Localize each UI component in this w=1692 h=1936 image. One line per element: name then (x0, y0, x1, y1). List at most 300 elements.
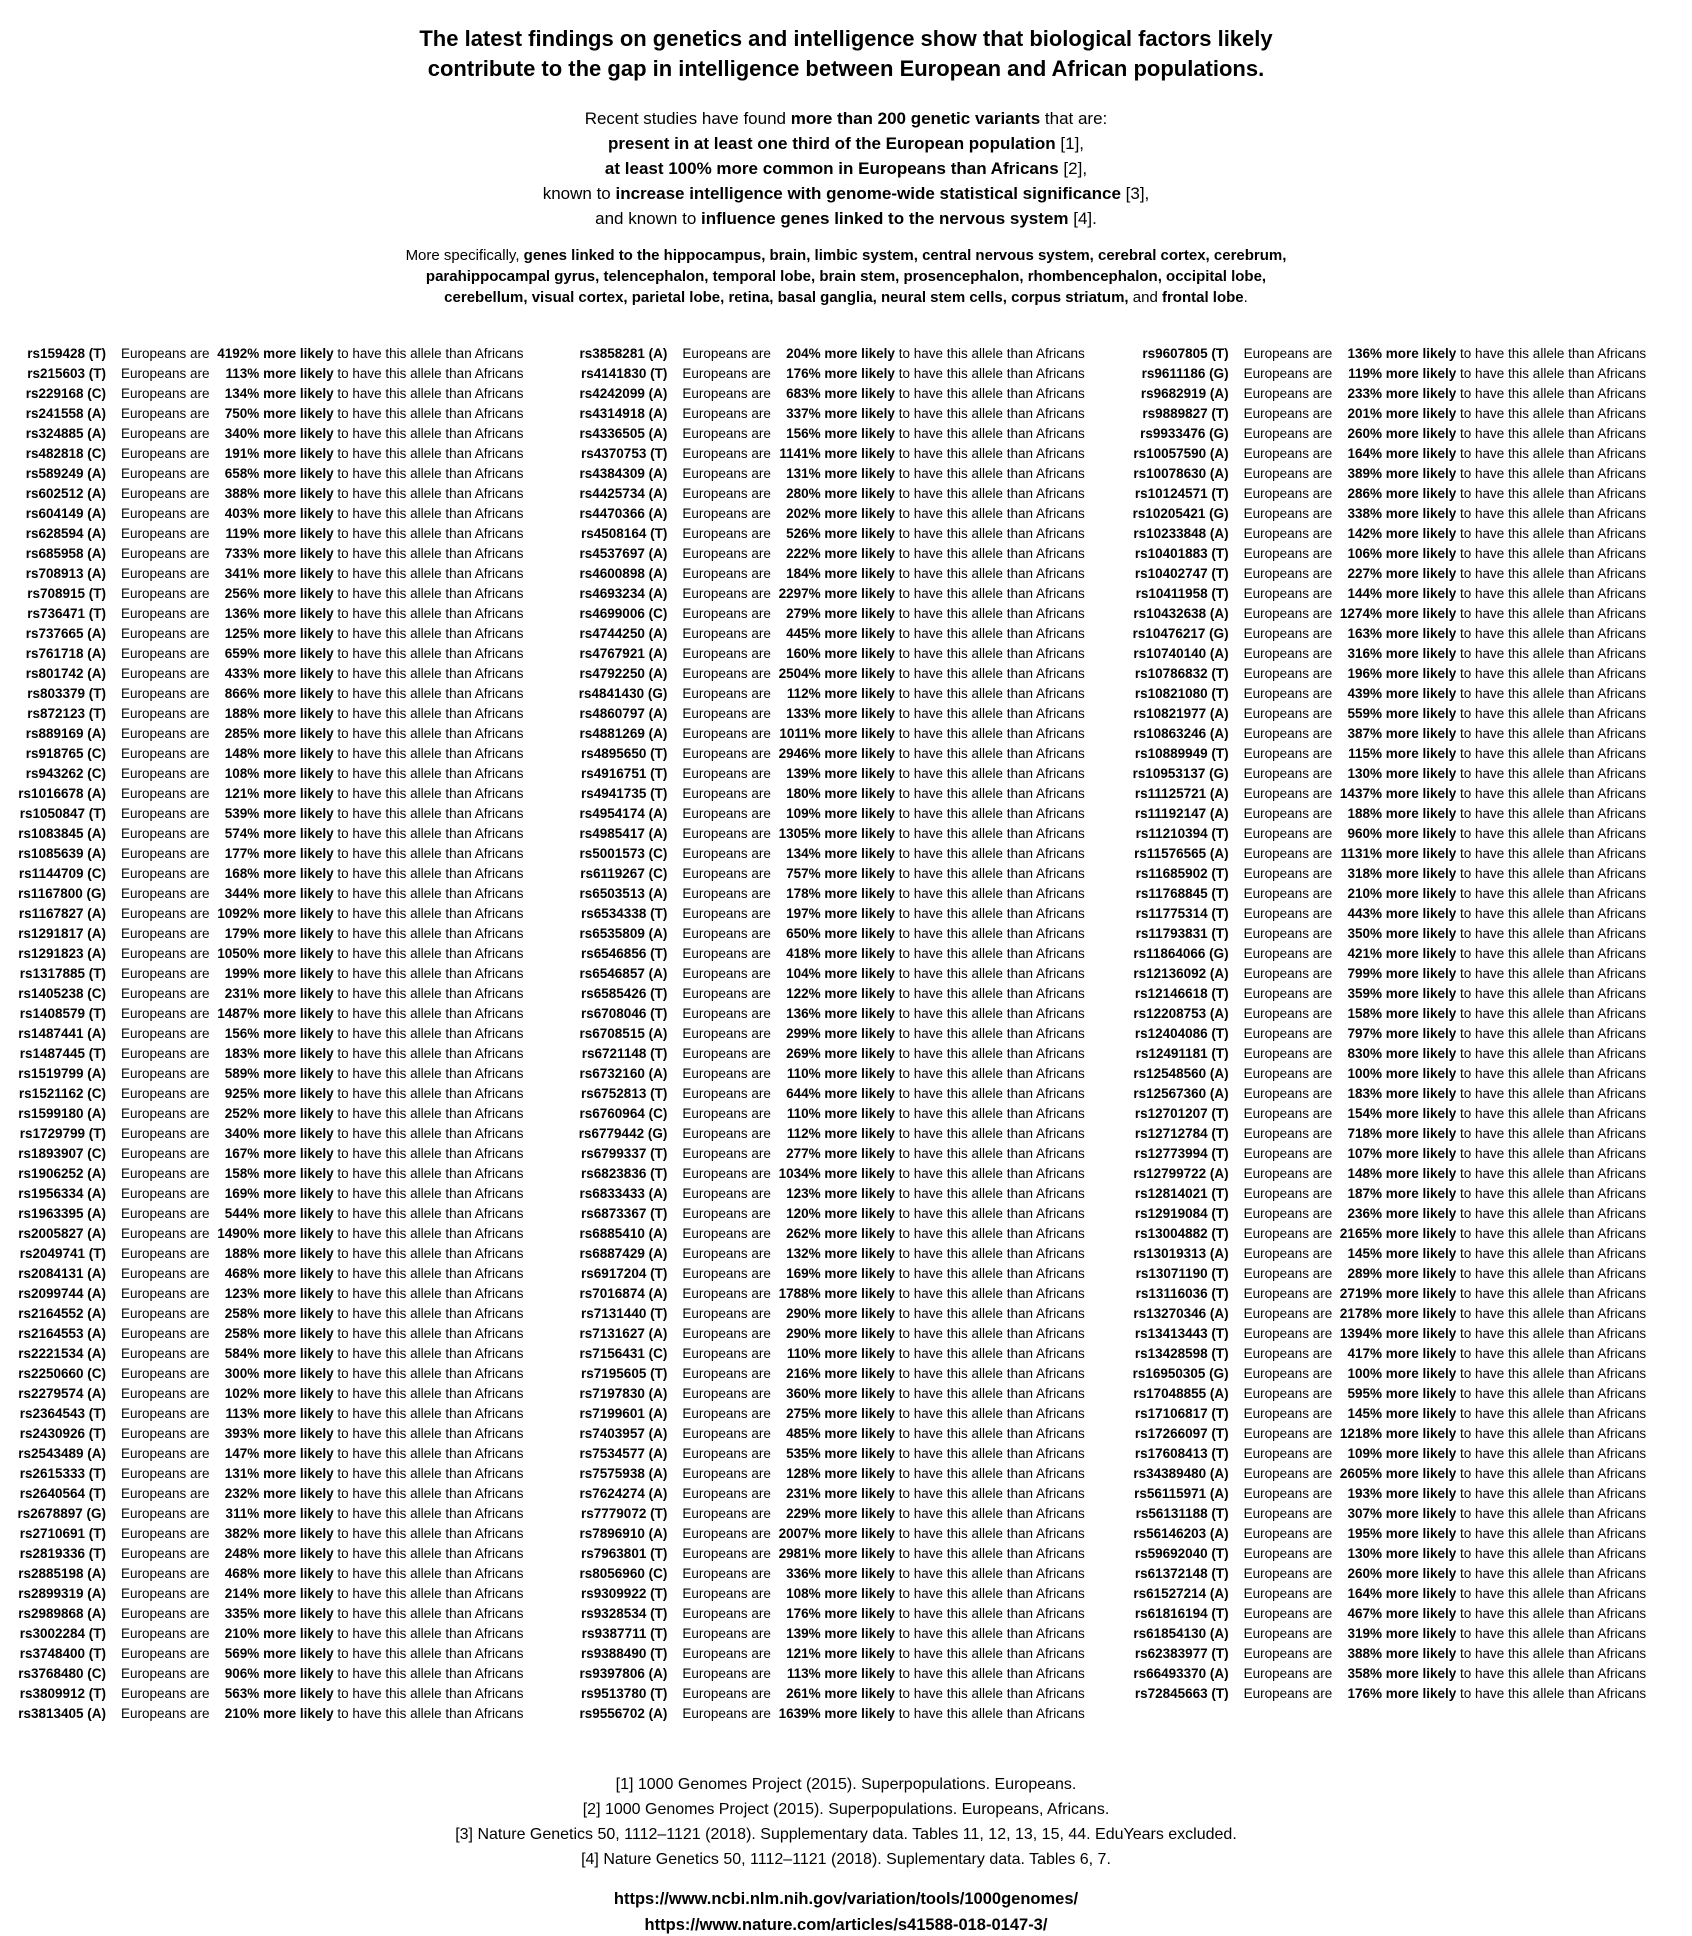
variant-row (565, 1544, 1126, 1564)
variant-percentage: 584% (224, 1346, 260, 1361)
variant-percentage: 2981% (778, 1546, 821, 1561)
variant-row (565, 1204, 1126, 1224)
variant-percentage: 388% (224, 486, 260, 501)
variant-statement: Europeans are 2981% more likely to have this allele than Africans (682, 1544, 1084, 1564)
variant-row (1127, 1504, 1688, 1524)
more-likely-label: more likely (259, 1166, 334, 1181)
variant-id: rs4954174 (A) (579, 806, 668, 821)
variant-row (565, 424, 1126, 444)
more-likely-label: more likely (259, 746, 334, 761)
more-likely-label: more likely (259, 1266, 334, 1281)
more-likely-label: more likely (259, 346, 334, 361)
more-likely-label: more likely (820, 726, 895, 741)
variant-percentage: 136% (786, 1006, 821, 1021)
variant-id: rs4508164 (T) (581, 526, 668, 541)
variant-statement: Europeans are 112% more likely to have this allele than Africans (682, 684, 1084, 704)
variant-statement: Europeans are 113% more likely to have this allele than Africans (121, 364, 523, 384)
variant-row (565, 744, 1126, 764)
variant-statement: Europeans are 236% more likely to have this allele than Africans (1244, 1204, 1646, 1224)
more-likely-label: more likely (820, 746, 895, 761)
variant-statement: Europeans are 187% more likely to have this allele than Africans (1244, 1184, 1646, 1204)
variant-percentage: 248% (224, 1546, 260, 1561)
variant-id: rs7156431 (C) (579, 1346, 668, 1361)
more-likely-label: more likely (1381, 1426, 1457, 1441)
variant-percentage: 262% (786, 1226, 821, 1241)
variant-id: rs61527214 (A) (1133, 1586, 1229, 1601)
variant-statement: Europeans are 119% more likely to have this allele than Africans (121, 524, 523, 544)
variant-statement: Europeans are 201% more likely to have this allele than Africans (1244, 404, 1646, 424)
variant-id: rs6534338 (T) (581, 906, 668, 921)
variant-percentage: 125% (224, 626, 260, 641)
variant-statement: Europeans are 130% more likely to have this allele than Africans (1244, 1544, 1646, 1564)
variant-id: rs8056960 (C) (579, 1566, 668, 1581)
variant-id: rs7016874 (A) (579, 1286, 668, 1301)
variant-id: rs628594 (A) (25, 526, 106, 541)
variant-row (4, 1284, 565, 1304)
variant-id: rs1291817 (A) (18, 926, 106, 941)
more-likely-label: more likely (259, 1326, 334, 1341)
variant-percentage: 233% (1347, 386, 1382, 401)
more-likely-label: more likely (259, 1546, 334, 1561)
variant-statement: Europeans are 1487% more likely to have this allele than Africans (121, 1004, 523, 1024)
variant-id: rs13413443 (T) (1134, 1326, 1229, 1341)
more-likely-label: more likely (1381, 1146, 1457, 1161)
more-likely-label: more likely (1381, 466, 1457, 481)
page-title-line1: The latest findings on genetics and intelligence show that biological factors likely (419, 26, 1273, 51)
variant-statement: Europeans are 128% more likely to have this allele than Africans (682, 1464, 1084, 1484)
more-likely-label: more likely (1381, 1186, 1457, 1201)
variant-statement: Europeans are 104% more likely to have this allele than Africans (682, 964, 1084, 984)
more-likely-label: more likely (1381, 806, 1457, 821)
more-likely-label: more likely (259, 366, 334, 381)
variant-percentage: 110% (786, 1106, 821, 1121)
variant-id: rs7896910 (A) (579, 1526, 668, 1541)
variant-row (4, 1684, 565, 1704)
variant-row (4, 1364, 565, 1384)
variant-percentage: 569% (224, 1646, 260, 1661)
more-likely-label: more likely (259, 766, 334, 781)
variant-percentage: 258% (224, 1306, 260, 1321)
variant-id: rs10821977 (A) (1133, 706, 1229, 721)
variant-id: rs17608413 (T) (1134, 1446, 1229, 1461)
variant-id: rs4941735 (T) (581, 786, 668, 801)
variant-id: rs4744250 (A) (579, 626, 668, 641)
variant-row (565, 1064, 1126, 1084)
variant-id: rs13270346 (A) (1133, 1306, 1229, 1321)
criteria-line: present in at least one third of the European population [1], (607, 134, 1085, 153)
variant-statement: Europeans are 2297% more likely to have this allele than Africans (682, 584, 1084, 604)
variant-statement: Europeans are 125% more likely to have this allele than Africans (121, 624, 523, 644)
more-likely-label: more likely (1381, 866, 1457, 881)
variant-row (1127, 684, 1688, 704)
variant-row (4, 1184, 565, 1204)
variant-row (565, 864, 1126, 884)
variant-statement: Europeans are 1788% more likely to have this allele than Africans (682, 1284, 1084, 1304)
variant-statement: Europeans are 1639% more likely to have this allele than Africans (682, 1704, 1084, 1724)
more-likely-label: more likely (820, 1646, 895, 1661)
variant-id: rs6535809 (A) (579, 926, 668, 941)
variant-id: rs4860797 (A) (579, 706, 668, 721)
variant-statement: Europeans are 134% more likely to have this allele than Africans (121, 384, 523, 404)
variant-statement: Europeans are 388% more likely to have this allele than Africans (121, 484, 523, 504)
more-likely-label: more likely (259, 1186, 334, 1201)
variant-id: rs17266097 (T) (1134, 1426, 1229, 1441)
variant-id: rs9611186 (G) (1141, 366, 1229, 381)
variant-percentage: 110% (786, 1066, 821, 1081)
variant-row (1127, 984, 1688, 1004)
variant-id: rs324885 (A) (25, 426, 106, 441)
variant-row (4, 364, 565, 384)
variant-row (1127, 484, 1688, 504)
variant-statement: Europeans are 147% more likely to have this allele than Africans (121, 1444, 523, 1464)
variant-statement: Europeans are 1011% more likely to have this allele than Africans (682, 724, 1084, 744)
variant-percentage: 388% (1347, 1646, 1382, 1661)
more-likely-label: more likely (1381, 1306, 1457, 1321)
variant-row (4, 664, 565, 684)
more-likely-label: more likely (820, 406, 895, 421)
variant-id: rs7534577 (A) (579, 1446, 668, 1461)
variant-id: rs7199601 (A) (579, 1406, 668, 1421)
variant-percentage: 1011% (779, 726, 821, 741)
variant-row (565, 1504, 1126, 1524)
variant-percentage: 2165% (1339, 1226, 1382, 1241)
variant-id: rs6546857 (A) (579, 966, 668, 981)
variant-row (4, 1124, 565, 1144)
variant-id: rs3858281 (A) (579, 346, 668, 361)
variant-row (565, 1184, 1126, 1204)
variant-id: rs1906252 (A) (18, 1166, 106, 1181)
more-likely-label: more likely (1381, 566, 1457, 581)
more-likely-label: more likely (820, 986, 895, 1001)
variant-percentage: 108% (786, 1586, 821, 1601)
more-likely-label: more likely (1381, 1686, 1457, 1701)
variant-statement: Europeans are 210% more likely to have this allele than Africans (1244, 884, 1646, 904)
variant-statement: Europeans are 248% more likely to have this allele than Africans (121, 1544, 523, 1564)
variant-percentage: 131% (786, 466, 821, 481)
variant-percentage: 311% (225, 1506, 260, 1521)
variant-statement: Europeans are 589% more likely to have this allele than Africans (121, 1064, 523, 1084)
variant-id: rs61854130 (A) (1133, 1626, 1229, 1641)
more-likely-label: more likely (259, 1146, 334, 1161)
more-likely-label: more likely (820, 1206, 895, 1221)
variant-id: rs10476217 (G) (1132, 626, 1229, 641)
variant-statement: Europeans are 188% more likely to have this allele than Africans (121, 704, 523, 724)
variant-id: rs1167827 (A) (18, 906, 106, 921)
variant-percentage: 130% (1347, 766, 1382, 781)
variant-id: rs589249 (A) (25, 466, 106, 481)
variant-row (1127, 1124, 1688, 1144)
variant-row (565, 444, 1126, 464)
variant-percentage: 445% (786, 626, 821, 641)
more-likely-label: more likely (1381, 726, 1457, 741)
variant-row (565, 944, 1126, 964)
variant-row (565, 364, 1126, 384)
variant-row (1127, 1364, 1688, 1384)
variant-percentage: 574% (224, 826, 260, 841)
more-likely-label: more likely (259, 1486, 334, 1501)
variant-percentage: 299% (786, 1026, 821, 1041)
variant-row (565, 1464, 1126, 1484)
variant-row (4, 504, 565, 524)
variant-id: rs4985417 (A) (579, 826, 668, 841)
variant-id: rs889169 (A) (25, 726, 106, 741)
more-likely-label: more likely (259, 1306, 334, 1321)
variant-statement: Europeans are 158% more likely to have this allele than Africans (1244, 1004, 1646, 1024)
variant-statement: Europeans are 382% more likely to have this allele than Africans (121, 1524, 523, 1544)
more-likely-label: more likely (259, 1506, 334, 1521)
variant-statement: Europeans are 1092% more likely to have this allele than Africans (121, 904, 523, 924)
variant-statement: Europeans are 1218% more likely to have this allele than Africans (1244, 1424, 1646, 1444)
variant-row (1127, 1144, 1688, 1164)
more-likely-label: more likely (1381, 1266, 1457, 1281)
variant-row (565, 1264, 1126, 1284)
variant-id: rs482818 (C) (25, 446, 106, 461)
variant-statement: Europeans are 202% more likely to have this allele than Africans (682, 504, 1084, 524)
variant-id: rs11864066 (G) (1133, 946, 1229, 961)
variant-row (1127, 584, 1688, 604)
variant-statement: Europeans are 311% more likely to have this allele than Africans (121, 1504, 523, 1524)
variant-row (1127, 1344, 1688, 1364)
variant-row (4, 1544, 565, 1564)
variant-row (1127, 1324, 1688, 1344)
variant-percentage: 231% (224, 986, 260, 1001)
variant-percentage: 139% (786, 766, 821, 781)
variant-percentage: 144% (1347, 586, 1382, 601)
variant-statement: Europeans are 156% more likely to have this allele than Africans (121, 1024, 523, 1044)
variant-id: rs11793831 (T) (1135, 926, 1229, 941)
variant-id: rs10205421 (G) (1132, 506, 1229, 521)
variant-id: rs9607805 (T) (1142, 346, 1229, 361)
more-likely-label: more likely (820, 546, 895, 561)
variant-id: rs13116036 (T) (1135, 1286, 1229, 1301)
variant-statement: Europeans are 131% more likely to have this allele than Africans (121, 1464, 523, 1484)
variant-percentage: 1092% (217, 906, 260, 921)
more-likely-label: more likely (1381, 1466, 1457, 1481)
variant-percentage: 358% (1347, 1666, 1382, 1681)
variant-table (0, 344, 1692, 1724)
variant-row (4, 1004, 565, 1024)
variant-percentage: 169% (786, 1266, 821, 1281)
variant-row (1127, 1284, 1688, 1304)
criteria-line: Recent studies have found more than 200 genetic variants that are: (584, 109, 1108, 128)
variant-statement: Europeans are 445% more likely to have this allele than Africans (682, 624, 1084, 644)
more-likely-label: more likely (259, 1106, 334, 1121)
variant-percentage: 526% (786, 526, 821, 541)
variant-statement: Europeans are 262% more likely to have this allele than Africans (682, 1224, 1084, 1244)
variant-id: rs3768480 (C) (18, 1666, 106, 1681)
variant-statement: Europeans are 906% more likely to have this allele than Africans (121, 1664, 523, 1684)
variant-statement: Europeans are 229% more likely to have this allele than Africans (682, 1504, 1084, 1524)
variant-percentage: 139% (786, 1626, 821, 1641)
variant-row (4, 1564, 565, 1584)
variant-statement: Europeans are 286% more likely to have this allele than Africans (1244, 484, 1646, 504)
variant-id: rs7779072 (T) (581, 1506, 668, 1521)
variant-statement: Europeans are 123% more likely to have this allele than Africans (682, 1184, 1084, 1204)
more-likely-label: more likely (1381, 386, 1457, 401)
variant-percentage: 467% (1347, 1606, 1382, 1621)
variant-statement: Europeans are 184% more likely to have this allele than Africans (682, 564, 1084, 584)
variant-percentage: 164% (1347, 446, 1382, 461)
variant-row (565, 984, 1126, 1004)
variant-percentage: 960% (1347, 826, 1382, 841)
variant-percentage: 418% (786, 946, 821, 961)
variant-percentage: 163% (1347, 626, 1382, 641)
variant-id: rs2005827 (A) (18, 1226, 106, 1241)
variant-statement: Europeans are 121% more likely to have this allele than Africans (682, 1644, 1084, 1664)
variant-id: rs1408579 (T) (19, 1006, 106, 1021)
variant-row (565, 1284, 1126, 1304)
more-likely-label: more likely (259, 906, 334, 921)
variant-percentage: 275% (786, 1406, 821, 1421)
variant-id: rs604149 (A) (25, 506, 106, 521)
more-likely-label: more likely (820, 1426, 895, 1441)
variant-id: rs6779442 (G) (578, 1126, 668, 1141)
variant-statement: Europeans are 179% more likely to have this allele than Africans (121, 924, 523, 944)
variant-statement: Europeans are 1305% more likely to have this allele than Africans (682, 824, 1084, 844)
more-likely-label: more likely (820, 706, 895, 721)
variant-statement: Europeans are 112% more likely to have this allele than Africans (682, 1124, 1084, 1144)
variant-percentage: 750% (224, 406, 260, 421)
more-likely-label: more likely (820, 1366, 895, 1381)
variant-id: rs11685902 (T) (1135, 866, 1229, 881)
variant-id: rs2099744 (A) (18, 1286, 106, 1301)
variant-statement: Europeans are 167% more likely to have this allele than Africans (121, 1144, 523, 1164)
variant-id: rs13428598 (T) (1134, 1346, 1229, 1361)
variant-id: rs6732160 (A) (579, 1066, 668, 1081)
variant-id: rs12919084 (T) (1134, 1206, 1229, 1221)
variant-percentage: 925% (224, 1086, 260, 1101)
variant-id: rs2221534 (A) (18, 1346, 106, 1361)
variant-row (1127, 624, 1688, 644)
variant-statement: Europeans are 595% more likely to have this allele than Africans (1244, 1384, 1646, 1404)
variant-statement: Europeans are 285% more likely to have this allele than Africans (121, 724, 523, 744)
variant-percentage: 164% (1347, 1586, 1382, 1601)
variant-statement: Europeans are 797% more likely to have this allele than Africans (1244, 1024, 1646, 1044)
variant-percentage: 229% (786, 1506, 821, 1521)
more-likely-label: more likely (259, 1426, 334, 1441)
variant-percentage: 485% (786, 1426, 821, 1441)
variant-id: rs6503513 (A) (579, 886, 668, 901)
variant-id: rs11576565 (A) (1134, 846, 1229, 861)
more-likely-label: more likely (820, 1606, 895, 1621)
variant-row (4, 984, 565, 1004)
variant-statement: Europeans are 139% more likely to have this allele than Africans (682, 1624, 1084, 1644)
variant-id: rs3813405 (A) (18, 1706, 106, 1721)
variant-statement: Europeans are 134% more likely to have this allele than Africans (682, 844, 1084, 864)
variant-statement: Europeans are 1490% more likely to have this allele than Africans (121, 1224, 523, 1244)
more-likely-label: more likely (259, 646, 334, 661)
variant-statement: Europeans are 132% more likely to have this allele than Africans (682, 1244, 1084, 1264)
variant-percentage: 307% (1347, 1506, 1382, 1521)
variant-row (4, 1164, 565, 1184)
variant-row (565, 1024, 1126, 1044)
variant-statement: Europeans are 359% more likely to have this allele than Africans (1244, 984, 1646, 1004)
variant-row (1127, 1584, 1688, 1604)
more-likely-label: more likely (1381, 1026, 1457, 1041)
more-likely-label: more likely (820, 1706, 895, 1721)
variant-statement: Europeans are 1274% more likely to have this allele than Africans (1244, 604, 1646, 624)
variant-percentage: 733% (224, 546, 260, 561)
variant-statement: Europeans are 757% more likely to have this allele than Africans (682, 864, 1084, 884)
more-likely-label: more likely (259, 966, 334, 981)
variant-percentage: 123% (224, 1286, 260, 1301)
more-likely-label: more likely (259, 866, 334, 881)
variant-row (4, 524, 565, 544)
variant-row (565, 704, 1126, 724)
variant-percentage: 382% (224, 1526, 260, 1541)
variant-column-3 (1127, 344, 1688, 1724)
variant-row (4, 1624, 565, 1644)
variant-row (4, 1024, 565, 1044)
variant-id: rs4314918 (A) (579, 406, 668, 421)
variant-statement: Europeans are 180% more likely to have this allele than Africans (682, 784, 1084, 804)
variant-id: rs6885410 (A) (579, 1226, 668, 1241)
variant-statement: Europeans are 210% more likely to have this allele than Africans (121, 1624, 523, 1644)
variant-row (1127, 884, 1688, 904)
variant-percentage: 227% (1347, 566, 1382, 581)
variant-percentage: 350% (1347, 926, 1382, 941)
variant-row (565, 1144, 1126, 1164)
variant-statement: Europeans are 344% more likely to have this allele than Africans (121, 884, 523, 904)
variant-id: rs13004882 (T) (1134, 1226, 1229, 1241)
variant-row (4, 1044, 565, 1064)
variant-percentage: 214% (224, 1586, 260, 1601)
variant-percentage: 256% (224, 586, 260, 601)
more-likely-label: more likely (259, 566, 334, 581)
more-likely-label: more likely (259, 1226, 334, 1241)
variant-statement: Europeans are 1050% more likely to have this allele than Africans (121, 944, 523, 964)
variant-statement: Europeans are 156% more likely to have this allele than Africans (682, 424, 1084, 444)
variant-id: rs761718 (A) (25, 646, 106, 661)
variant-row (4, 904, 565, 924)
variant-percentage: 252% (224, 1106, 260, 1121)
more-likely-label: more likely (820, 806, 895, 821)
variant-percentage: 134% (224, 386, 260, 401)
variant-row (1127, 964, 1688, 984)
variant-statement: Europeans are 199% more likely to have this allele than Africans (121, 964, 523, 984)
variant-id: rs4425734 (A) (579, 486, 668, 501)
variant-percentage: 197% (786, 906, 821, 921)
variant-id: rs12712784 (T) (1134, 1126, 1229, 1141)
variant-id: rs56146203 (A) (1133, 1526, 1229, 1541)
more-likely-label: more likely (1381, 966, 1457, 981)
variant-statement: Europeans are 122% more likely to have this allele than Africans (682, 984, 1084, 1004)
variant-percentage: 122% (786, 986, 821, 1001)
variant-id: rs708915 (T) (27, 586, 106, 601)
variant-id: rs7195605 (T) (581, 1366, 668, 1381)
variant-percentage: 393% (224, 1426, 260, 1441)
variant-id: rs943262 (C) (25, 766, 106, 781)
variant-statement: Europeans are 131% more likely to have this allele than Africans (682, 464, 1084, 484)
variant-row (1127, 604, 1688, 624)
variant-id: rs3748400 (T) (19, 1646, 106, 1661)
variant-row (1127, 1004, 1688, 1024)
variant-statement: Europeans are 389% more likely to have this allele than Africans (1244, 464, 1646, 484)
variant-row (4, 1704, 565, 1724)
variant-statement: Europeans are 169% more likely to have this allele than Africans (682, 1264, 1084, 1284)
variant-row (1127, 1604, 1688, 1624)
variant-percentage: 177% (224, 846, 260, 861)
more-likely-label: more likely (259, 1386, 334, 1401)
variant-statement: Europeans are 650% more likely to have this allele than Africans (682, 924, 1084, 944)
variant-id: rs6721148 (T) (581, 1046, 668, 1061)
more-likely-label: more likely (259, 886, 334, 901)
variant-statement: Europeans are 110% more likely to have this allele than Africans (682, 1064, 1084, 1084)
variant-id: rs10432638 (A) (1133, 606, 1229, 621)
variant-statement: Europeans are 120% more likely to have this allele than Africans (682, 1204, 1084, 1224)
variant-statement: Europeans are 100% more likely to have this allele than Africans (1244, 1064, 1646, 1084)
more-likely-label: more likely (1381, 366, 1457, 381)
